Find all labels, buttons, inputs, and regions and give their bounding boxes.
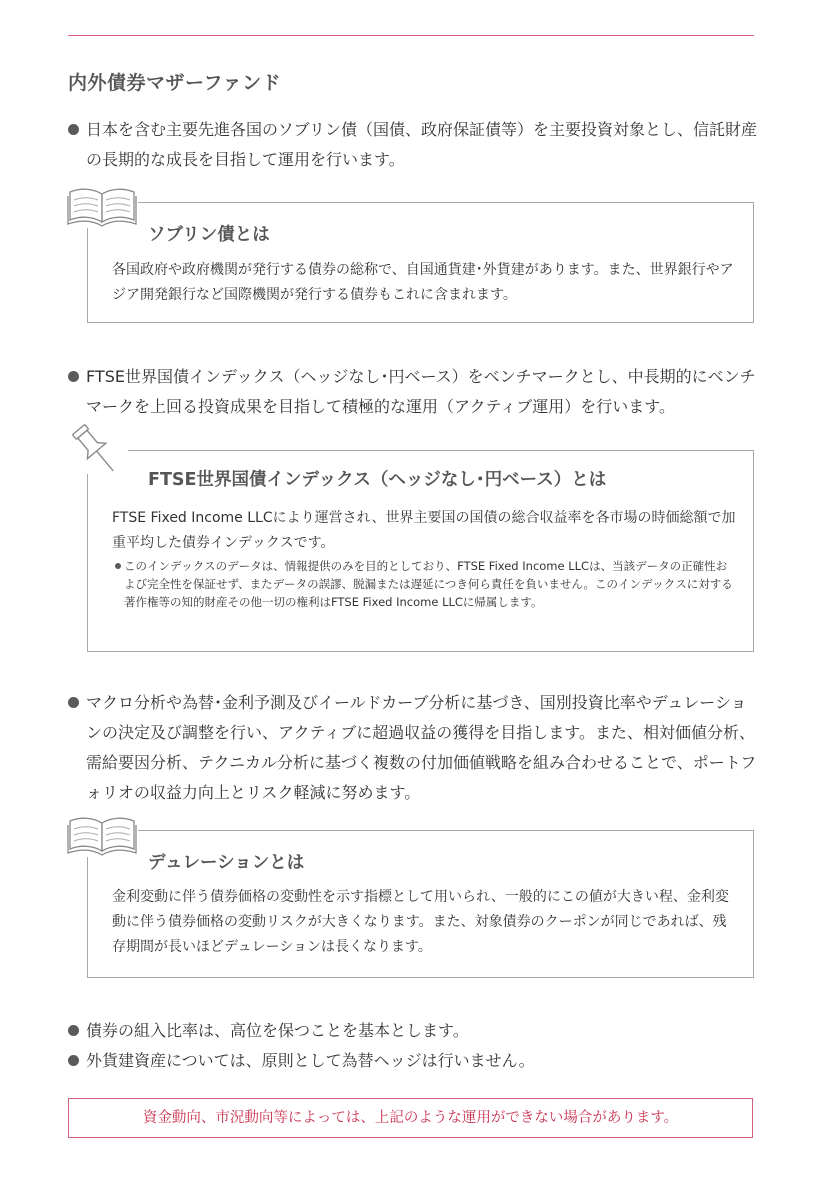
box-body-text: 各国政府や政府機関が発行する債券の総称で、自国通貨建･外貨建があります。また、世界銀行やアジア開発銀行など国際機関が発行する債券もこれに含まれます。 — [112, 262, 734, 303]
note-dot-icon — [115, 563, 121, 569]
box-body-text: FTSE Fixed Income LLCにより運営され、世界主要国の国債の総合収益率を各市場の時価総額で加重平均した債券インデックスです。 — [112, 510, 736, 551]
open-book-icon — [66, 815, 138, 857]
bullet-text: FTSE世界国債インデックス（ヘッジなし･円ベース）をベンチマークとし、中長期的にベンチマークを上回る投資成果を目指して積極的な運用（アクティブ運用）を行います。 — [86, 367, 756, 416]
box-heading: FTSE世界国債インデックス（ヘッジなし･円ベース）とは — [148, 470, 607, 490]
note-text: このインデックスのデータは、情報提供のみを目的としており、FTSE Fixed Income LLCは、当該データの正確性および完全性を保証せず、またデータの誤謬、脱漏または遅延につき何ら責任を負いません。このインデックスに対する著作権等の知的財産その他一切の権利はFTSE Fixed Income LLCに帰属します。 — [124, 559, 733, 609]
bullet-item-2 — [68, 362, 758, 422]
warning-notice: 資金動向、市況動向等によっては、上記のような運用ができない場合があります。 — [68, 1098, 753, 1138]
box-heading: デュレーションとは — [148, 853, 305, 873]
bullet-dot-icon — [68, 1025, 79, 1036]
bullet-dot-icon — [68, 371, 79, 382]
box-body-text: 金利変動に伴う債券価格の変動性を示す指標として用いられ、一般的にこの値が大きい程、金利変動に伴う債券価格の変動リスクが大きくなります。また、対象債券のクーポンが同じであれば、残存期間が長いほどデュレーションは長くなります。 — [112, 889, 729, 955]
box-heading: ソブリン債とは — [148, 225, 270, 245]
bullet-text: 債券の組入比率は、高位を保つことを基本とします。 — [86, 1021, 469, 1040]
disclaimer-note — [114, 557, 734, 611]
pushpin-icon — [64, 420, 132, 482]
bullet-dot-icon — [68, 697, 79, 708]
bullet-item-4 — [68, 1016, 758, 1046]
top-rule — [68, 35, 754, 36]
bullet-text: マクロ分析や為替･金利予測及びイールドカーブ分析に基づき、国別投資比率やデュレーションの決定及び調整を行い、アクティブに超過収益の獲得を目指します。また、相対価値分析、需給要因分析、テクニカル分析に基づく複数の付加価値戦略を組み合わせることで、ポートフォリオの収益力向上とリスク軽減に努めます。 — [86, 693, 757, 802]
bullet-item-1 — [68, 115, 758, 175]
bullet-text: 日本を含む主要先進各国のソブリン債（国債、政府保証債等）を主要投資対象とし、信託財産の長期的な成長を目指して運用を行います。 — [86, 120, 758, 169]
bullet-text: 外貨建資産については、原則として為替ヘッジは行いません。 — [86, 1051, 535, 1070]
bullet-dot-icon — [68, 1055, 79, 1066]
bullet-dot-icon — [68, 124, 79, 135]
page-title: 内外債券マザーファンド — [68, 72, 282, 94]
open-book-icon — [66, 186, 138, 228]
bullet-item-3 — [68, 688, 758, 808]
bullet-item-5 — [68, 1046, 758, 1076]
